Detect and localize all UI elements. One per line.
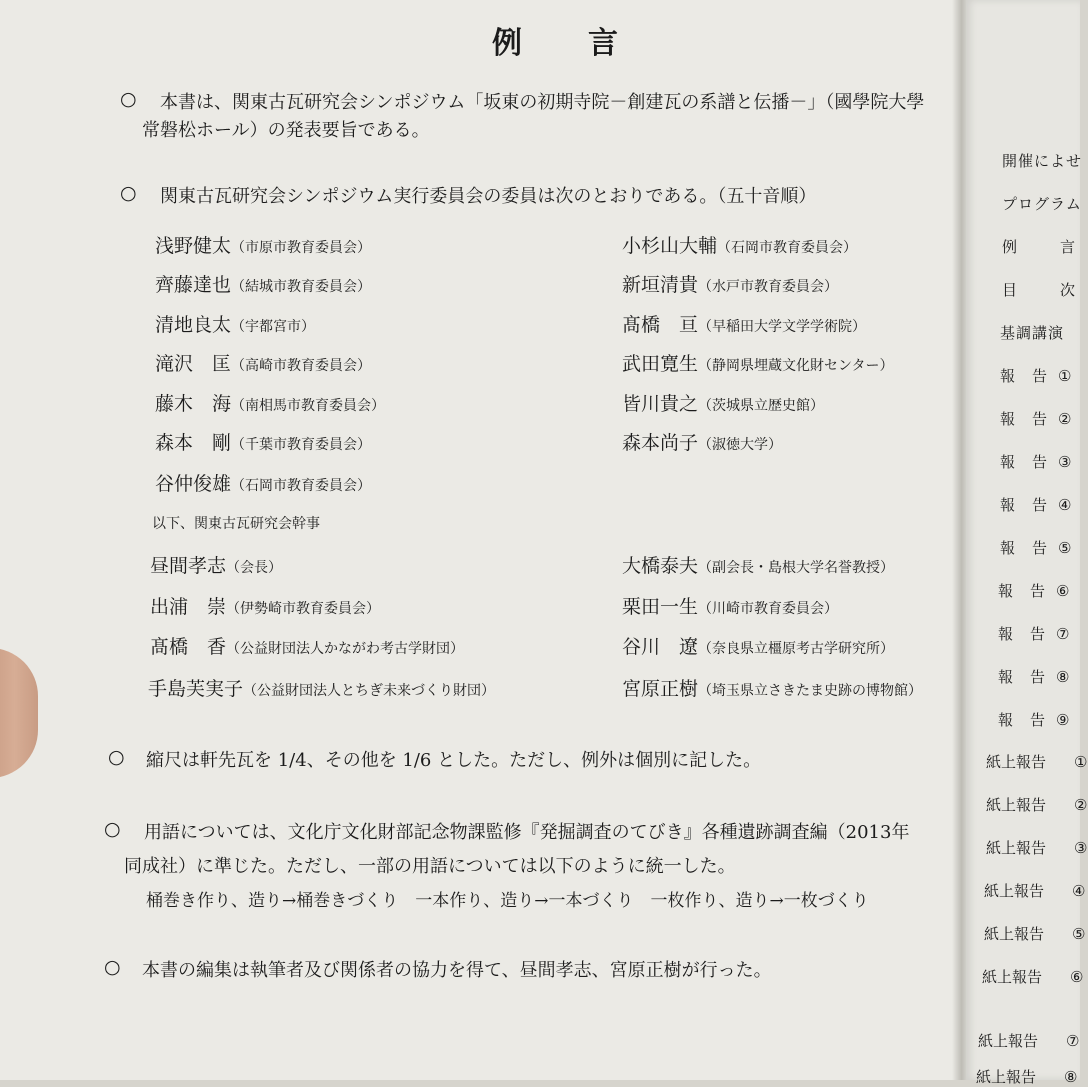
kanji-member: 谷川 遼（奈良県立橿原考古学研究所）: [622, 636, 895, 658]
terms-line-3: 桶巻き作り、造り→桶巻きづくり 一本作り、造り→一本づくり 一枚作り、造り→一枚づくり: [146, 891, 869, 911]
toc-entry: 紙上報告 ③: [986, 839, 1088, 857]
committee-member: 髙橋 亘（早稲田大学文学学術院）: [622, 314, 867, 336]
committee-heading: 関東古瓦研究会シンポジウム実行委員会の委員は次のとおりである。（五十音順）: [160, 186, 817, 207]
toc-entry: 報 告 ⑦: [998, 625, 1071, 643]
committee-member: 谷仲俊雄（石岡市教育委員会）: [155, 473, 372, 495]
toc-entry: 紙上報告 ⑥: [982, 968, 1085, 986]
intro-line-1: 本書は、関東古瓦研究会シンポジウム「坂東の初期寺院－創建瓦の系譜と伝播－」（國學院大學: [160, 92, 925, 113]
committee-member: 武田寛生（静岡県埋蔵文化財センター）: [622, 353, 894, 375]
kanji-member: 栗田一生（川崎市教育委員会）: [622, 596, 839, 618]
toc-entry: 開催によせ: [1002, 152, 1083, 170]
committee-member: 森本尚子（淑徳大学）: [622, 432, 783, 454]
toc-entry: 紙上報告 ②: [986, 796, 1088, 814]
bullet-circle: ○: [104, 818, 121, 840]
toc-entry: 報 告 ④: [1000, 496, 1073, 514]
kanji-note: 以下、関東古瓦研究会幹事: [152, 516, 320, 532]
committee-member: 新垣清貴（水戸市教育委員会）: [622, 274, 839, 296]
committee-member: 皆川貴之（茨城県立歴史館）: [622, 393, 825, 415]
kanji-member: 昼間孝志（会長）: [150, 555, 283, 577]
toc-entry: 報 告 ⑥: [998, 582, 1071, 600]
toc-entry: 報 告 ②: [1000, 410, 1073, 428]
toc-entry: 報 告 ⑤: [1000, 539, 1073, 557]
kanji-member: 大橋泰夫（副会長・島根大学名誉教授）: [622, 555, 895, 577]
terms-line-1: 用語については、文化庁文化財部記念物課監修『発掘調査のてびき』各種遺跡調査編（2013年: [144, 822, 910, 843]
bullet-circle: ○: [104, 956, 121, 978]
bullet-circle: ○: [120, 182, 137, 204]
terms-line-2: 同成社）に準じた。ただし、一部の用語については以下のように統一した。: [124, 856, 736, 877]
kanji-member: 宮原正樹（埼玉県立さきたま史跡の博物館）: [622, 678, 923, 700]
toc-entry: 紙上報告 ⑧: [976, 1068, 1079, 1086]
committee-member: 滝沢 匡（高崎市教育委員会）: [155, 353, 372, 375]
toc-entry: 基調講演: [1000, 324, 1065, 342]
toc-entry: 報 告 ③: [1000, 453, 1073, 471]
committee-member: 清地良太（宇都宮市）: [155, 314, 316, 336]
toc-entry: 紙上報告 ⑦: [978, 1032, 1081, 1050]
scale-note: 縮尺は軒先瓦を 1/4、その他を 1/6 とした。ただし、例外は個別に記した。: [146, 750, 762, 771]
committee-member: 森本 剛（千葉市教育委員会）: [155, 432, 372, 454]
bullet-circle: ○: [120, 88, 137, 110]
toc-entry: 目 次: [1002, 281, 1077, 299]
toc-entry: 紙上報告 ①: [986, 753, 1088, 771]
toc-entry: 報 告 ①: [1000, 367, 1073, 385]
committee-member: 小杉山大輔（石岡市教育委員会）: [622, 235, 858, 257]
editing-note: 本書の編集は執筆者及び関係者の協力を得て、昼間孝志、宮原正樹が行った。: [142, 960, 772, 981]
bullet-circle: ○: [108, 746, 125, 768]
kanji-member: 髙橋 香（公益財団法人かながわ考古学財団）: [150, 636, 465, 658]
toc-entry: プログラム: [1002, 195, 1082, 213]
committee-member: 浅野健太（市原市教育委員会）: [155, 235, 372, 257]
committee-member: 齊藤達也（結城市教育委員会）: [155, 274, 372, 296]
toc-entry: 報 告 ⑧: [998, 668, 1071, 686]
kanji-member: 出浦 崇（伊勢崎市教育委員会）: [150, 596, 381, 618]
toc-entry: 例 言: [1002, 238, 1077, 256]
intro-line-2: 常磐松ホール）の発表要旨である。: [142, 120, 430, 141]
toc-entry: 紙上報告 ⑤: [984, 925, 1087, 943]
committee-member: 藤木 海（南相馬市教育委員会）: [155, 393, 386, 415]
toc-entry: 報 告 ⑨: [998, 711, 1071, 729]
page-title: 例言: [492, 26, 684, 61]
toc-entry: 紙上報告 ④: [984, 882, 1087, 900]
kanji-member: 手島芙実子（公益財団法人とちぎ未来づくり財団）: [148, 678, 496, 700]
right-page-toc: [966, 0, 1088, 1086]
